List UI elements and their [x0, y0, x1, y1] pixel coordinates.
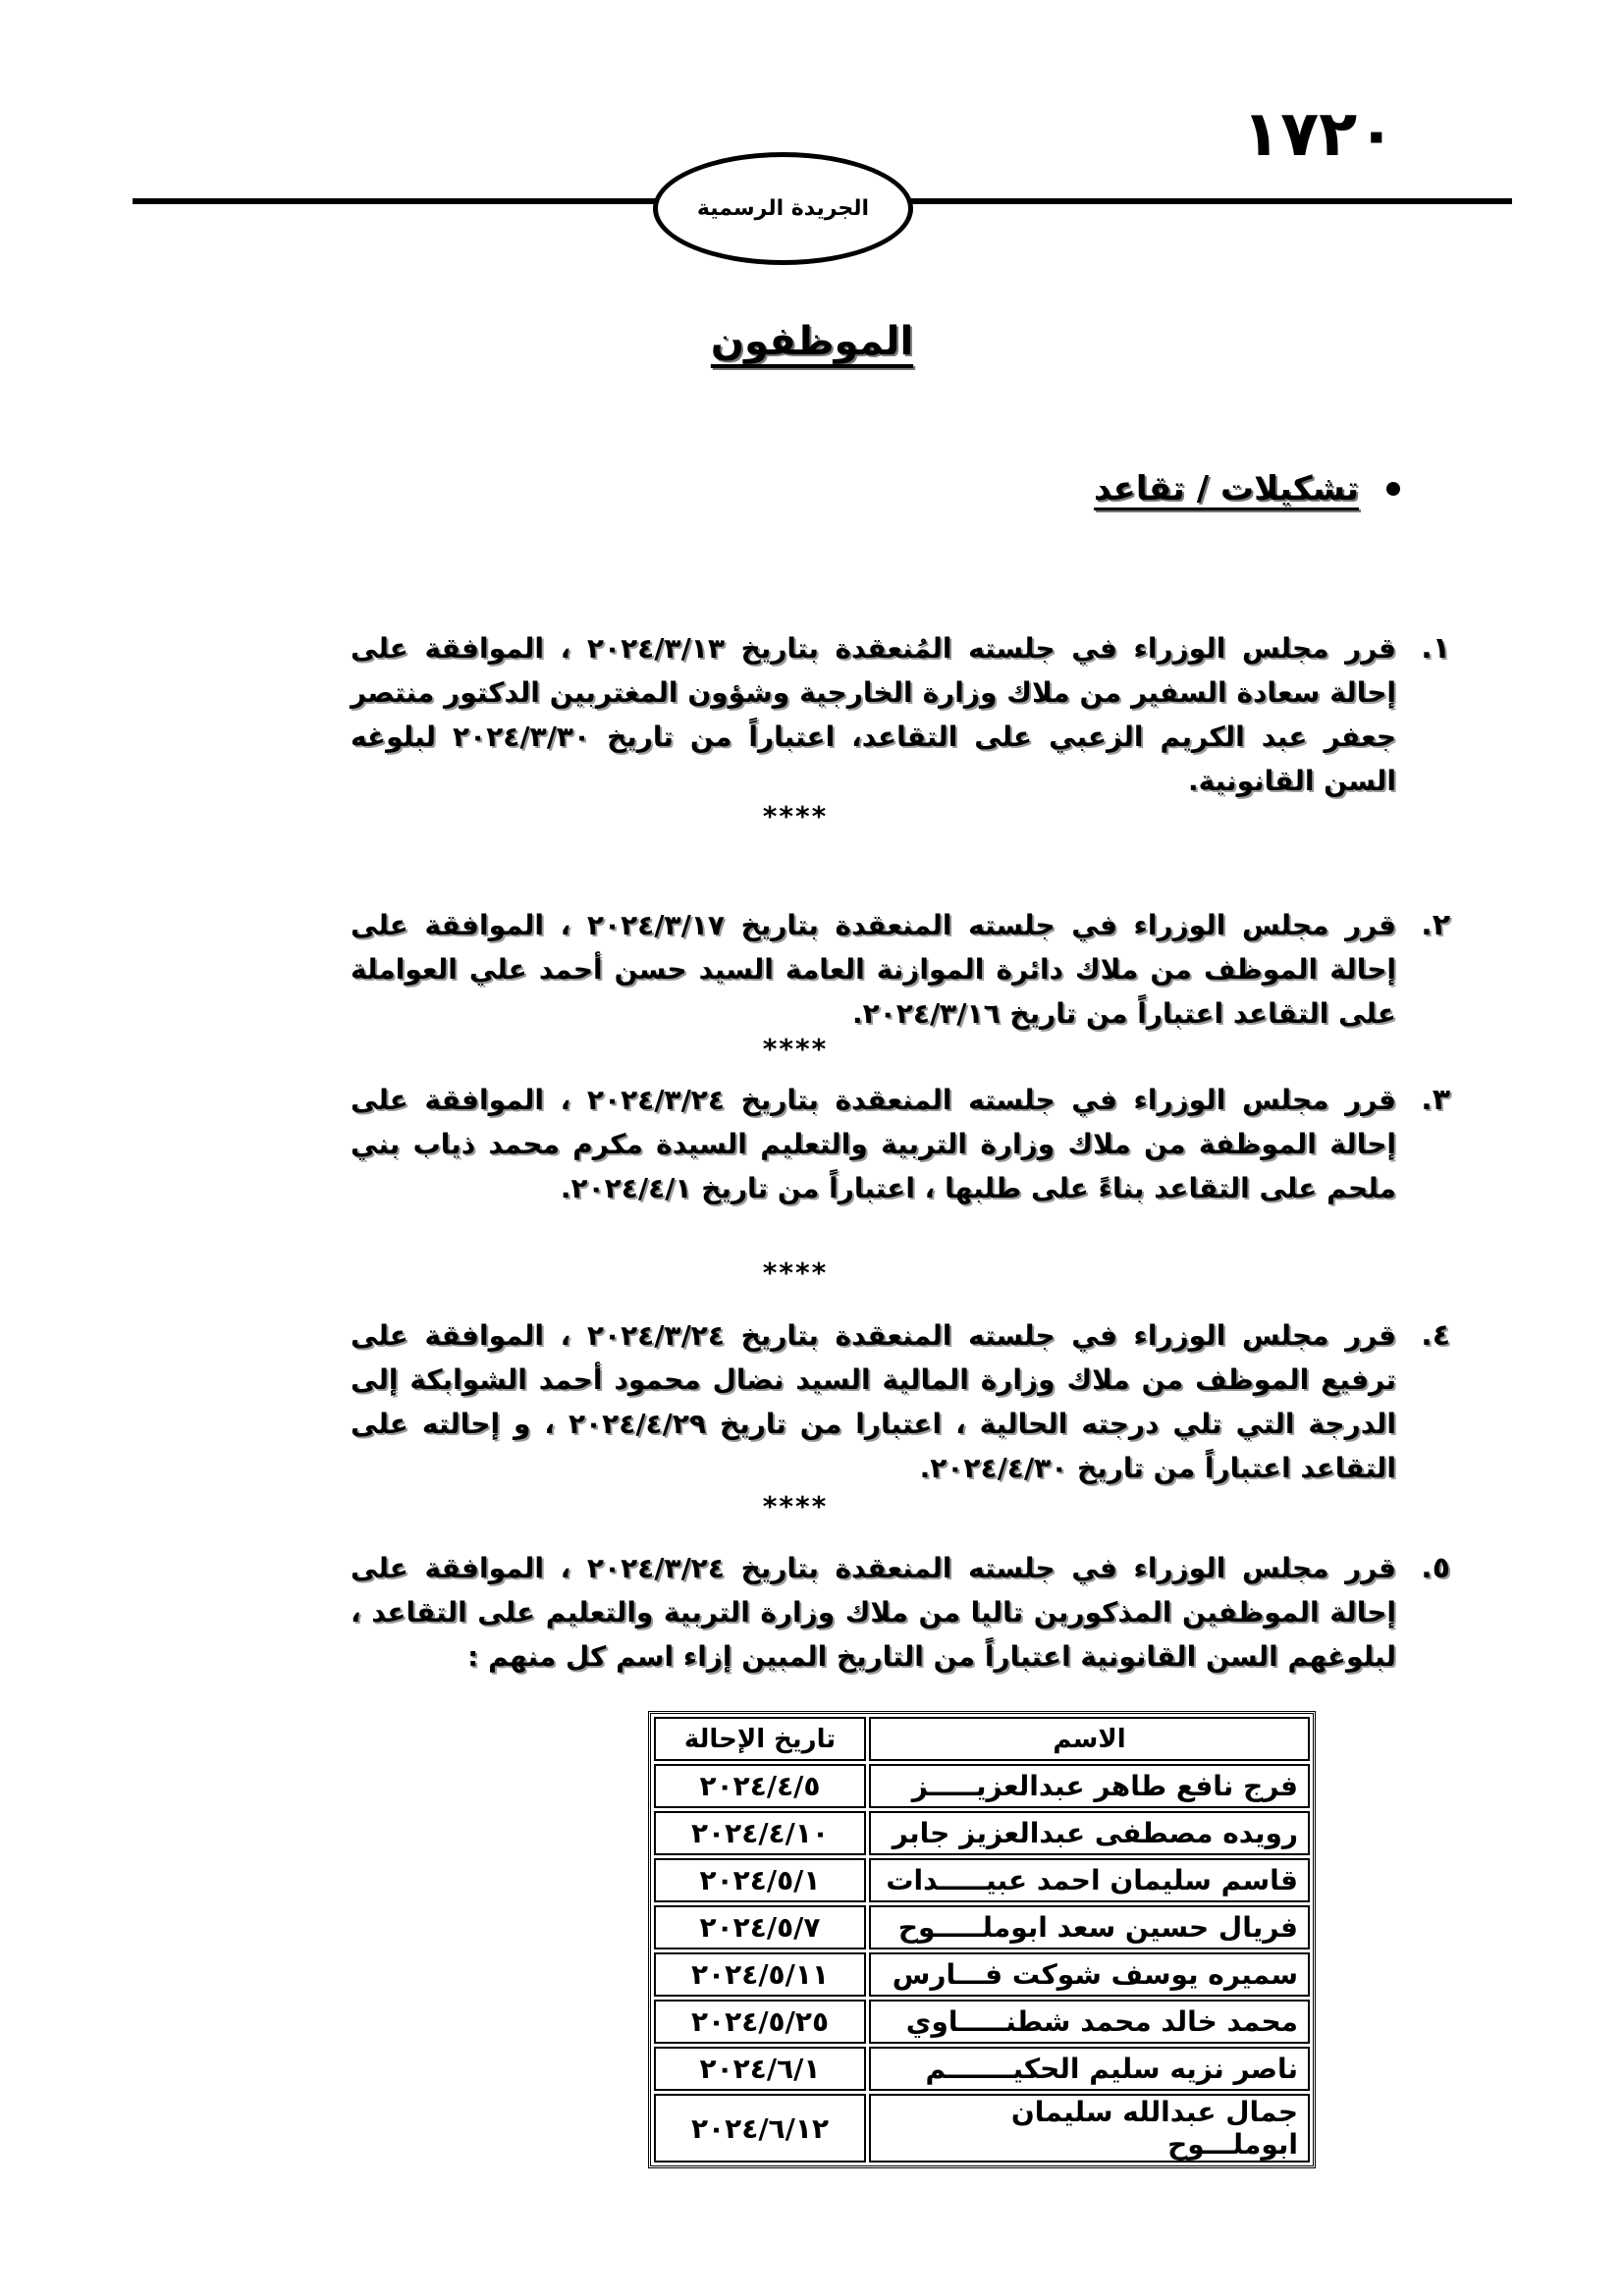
decision-item-4 — [351, 1313, 1450, 1490]
item-number: ٣. — [1421, 1083, 1450, 1117]
retirement-date: ٢٠٢٤/٤/٥ — [654, 1764, 866, 1808]
retirement-date: ٢٠٢٤/٥/١ — [654, 1858, 866, 1902]
separator: **** — [762, 1033, 829, 1065]
decision-item-2 — [351, 903, 1450, 1036]
separator: **** — [762, 1490, 829, 1522]
table-row — [654, 1905, 1310, 1949]
retirement-date: ٢٠٢٤/٥/٧ — [654, 1905, 866, 1949]
item-text: قرر مجلس الوزراء في جلسته المُنعقدة بتاريخ ٢٠٢٤/٣/١٣ ، الموافقة على إحالة سعادة السفير من ملاك وزارة الخارجية وشؤون المغتربين الدكتور منتصر جعفر عبد الكريم الزعبي على التقاعد، اعتباراً من تاريخ ٢٠٢٤/٣/٣٠ لبلوغه السن القانونية. — [351, 632, 1396, 797]
retiree-name: رويده مصطفى عبدالعزيز جابر — [869, 1811, 1310, 1855]
decision-item-3 — [351, 1078, 1450, 1210]
page-number: ١٧٢٠ — [1242, 98, 1396, 171]
table-row — [654, 1764, 1310, 1808]
retirees-table — [648, 1711, 1316, 2168]
retirement-date: ٢٠٢٤/٤/١٠ — [654, 1811, 866, 1855]
retiree-name: قاسم سليمان احمد عبيـــــدات — [869, 1858, 1310, 1902]
retirement-date: ٢٠٢٤/٦/١ — [654, 2047, 866, 2091]
retiree-name: سميره يوسف شوكت فـــارس — [869, 1952, 1310, 1997]
separator: **** — [762, 1256, 829, 1289]
table-row — [654, 1952, 1310, 1997]
table-row — [654, 2000, 1310, 2044]
header-name: الاسم — [869, 1717, 1310, 1761]
retiree-name: فرج نافع طاهر عبدالعزيـــــز — [869, 1764, 1310, 1808]
item-text: قرر مجلس الوزراء في جلسته المنعقدة بتاريخ ٢٠٢٤/٣/٢٤ ، الموافقة على إحالة الموظفة من ملاك وزارة التربية والتعليم السيدة مكرم محمد ذياب بني ملحم على التقاعد بناءً على طلبها ، اعتباراً من تاريخ ٢٠٢٤/٤/١. — [351, 1084, 1396, 1204]
subheading-text: تشكيلات / تقاعد — [1094, 469, 1359, 508]
decision-item-1 — [351, 626, 1450, 803]
table-row — [654, 2047, 1310, 2091]
section-title-text: الموظفون — [710, 319, 914, 364]
retirement-date: ٢٠٢٤/٥/١١ — [654, 1952, 866, 1997]
item-text: قرر مجلس الوزراء في جلسته المنعقدة بتاريخ ٢٠٢٤/٣/٢٤ ، الموافقة على ترفيع الموظف من ملاك وزارة المالية السيد نضال محمود أحمد الشوابكة إلى الدرجة التي تلي درجته الحالية ، اعتبارا من تاريخ ٢٠٢٤/٤/٢٩ ، و إحالته على التقاعد اعتباراً من تاريخ ٢٠٢٤/٤/٣٠. — [351, 1319, 1396, 1484]
table-row — [654, 1858, 1310, 1902]
table-header-row — [654, 1717, 1310, 1761]
separator: **** — [762, 800, 829, 832]
table-row — [654, 1811, 1310, 1855]
gazette-name: الجريدة الرسمية — [696, 196, 870, 221]
item-text: قرر مجلس الوزراء في جلسته المنعقدة بتاريخ ٢٠٢٤/٣/١٧ ، الموافقة على إحالة الموظف من ملاك دائرة الموازنة العامة السيد حسن أحمد علي العواملة على التقاعد اعتباراً من تاريخ ٢٠٢٤/٣/١٦. — [351, 909, 1396, 1030]
retiree-name: جمال عبدالله سليمان ابوملـــوح — [869, 2094, 1310, 2163]
item-text: قرر مجلس الوزراء في جلسته المنعقدة بتاريخ ٢٠٢٤/٣/٢٤ ، الموافقة على إحالة الموظفين المذكورين تاليا من ملاك وزارة التربية والتعليم على التقاعد ، لبلوغهم السن القانونية اعتباراً من التاريخ المبين إزاء اسم كل منهم : — [351, 1552, 1396, 1673]
item-number: ٢. — [1421, 908, 1450, 942]
bullet-icon — [1386, 482, 1400, 496]
decision-item-5 — [351, 1546, 1450, 1679]
retirement-date: ٢٠٢٤/٦/١٢ — [654, 2094, 866, 2163]
item-number: ١. — [1421, 631, 1450, 666]
section-title — [0, 319, 1624, 364]
retirement-date: ٢٠٢٤/٥/٢٥ — [654, 2000, 866, 2044]
item-number: ٥. — [1421, 1551, 1450, 1585]
retiree-name: فريال حسين سعد ابوملـــــوح — [869, 1905, 1310, 1949]
retiree-name: ناصر نزيه سليم الحكيـــــــم — [869, 2047, 1310, 2091]
retiree-name: محمد خالد محمد شطنـــــاوي — [869, 2000, 1310, 2044]
table-row — [654, 2094, 1310, 2163]
gazette-name-oval — [653, 152, 913, 265]
item-number: ٤. — [1421, 1318, 1450, 1353]
header-date: تاريخ الإحالة — [654, 1717, 866, 1761]
subheading — [1094, 469, 1400, 508]
